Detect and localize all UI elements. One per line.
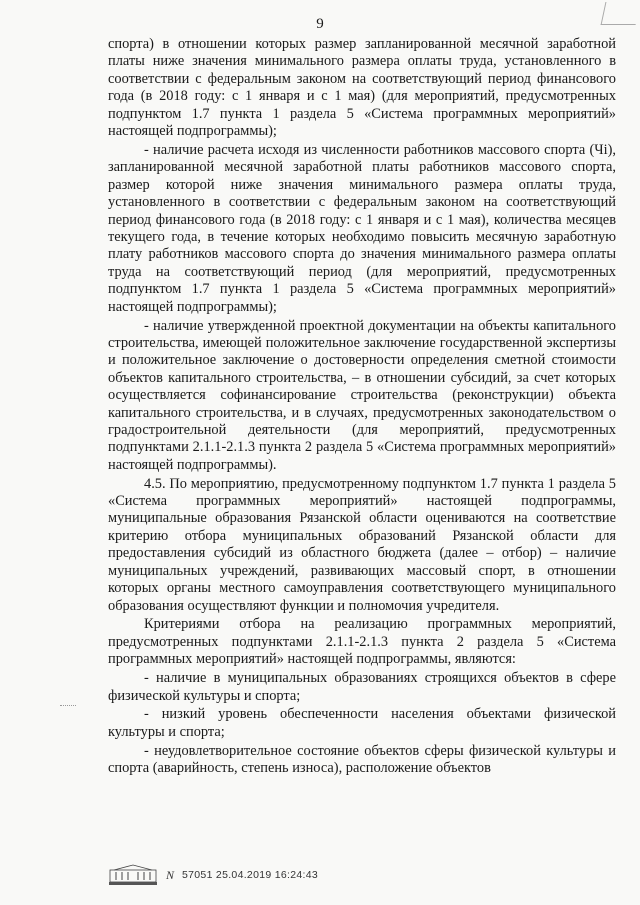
paragraph-6: - наличие в муниципальных образованиях строящихся объектов в сфере физической культуры и спорта; [108,670,616,704]
paragraph-8: - неудовлетворительное состояние объектов сферы физической культуры и спорта (аварийность, степень износа), расположение объектов [108,742,616,777]
page-number: 9 [316,16,324,32]
paragraph-1: спорта) в отношении которых размер запланированной месячной заработной платы ниже значения минимального размера оплаты труда, установленного в соответствии с федеральным законом на соответствующий период финансового года (в 2018 году: с 1 января и с 1 мая) (для мероприятий, предусмотренных подпунктом 1.7 пункта 1 раздела 5 «Система программных мероприятий» настоящей подпрограммы); [108,36,616,140]
paragraph-2: - наличие расчета исходя из численности работников массового спорта (Чi), запланированной месячной заработной платы работников массового спорта, размер которой ниже значения минимального размера оплаты труда, установленного в соответствии с федеральным законом на соответствующий период финансового года (в 2018 году: с 1 января и с 1 мая), количества месяцев текущего года, в течение которых необходимо повысить месячную заработную плату работников массового спорта до значения минимального размера оплаты труда на соответствующий период (для мероприятий, предусмотренных подпунктом 1.7 пункта 1 раздела 5 «Система программных мероприятий» настоящей подпрограммы); [108,141,616,315]
paragraph-3: - наличие утвержденной проектной документации на объекты капитального строительства, имеющей положительное заключение государственной экспертизы и положительное заключение о достоверности определения сметной стоимости объектов капитального строительства, – в отношении субсидий, за счет которых осуществляется софинансирование строительства (реконструкции) объекта капитального строительства, и в случаях, предусмотренных законодательством о градостроительной деятельности (для мероприятий, предусмотренных подпунктами 2.1.1-2.1.3 пункта 2 раздела 5 «Система программных мероприятий» настоящей подпрограммы). [108,317,616,473]
paragraph-7: - низкий уровень обеспеченности населения объектами физической культуры и спорта; [108,706,616,740]
paragraph-5: Критериями отбора на реализацию программных мероприятий, предусмотренных подпунктами 2.1.1-2.1.3 пункта 2 раздела 5 «Система программных мероприятий» настоящей подпрограммы, являются: [108,616,616,668]
government-seal-icon [108,864,158,886]
document-stamp: 57051 25.04.2019 16:24:43 [182,869,318,881]
footer-sign: N [166,867,175,882]
footer [108,864,318,886]
body-text [108,36,616,779]
margin-mark [60,705,76,708]
paragraph-4: 4.5. По мероприятию, предусмотренному подпунктом 1.7 пункта 1 раздела 5 «Система программных мероприятий» настоящей подпрограммы, муниципальные образования Рязанской области оцениваются на соответствие критерию отбора муниципальных образований Рязанской области для предоставления субсидий из областного бюджета (далее – отбор) – наличие муниципальных учреждений, развивающих массовый спорт, в отношении которых органы местного самоуправления соответствующего муниципального образования осуществляют функции и полномочия учредителя. [108,475,616,614]
